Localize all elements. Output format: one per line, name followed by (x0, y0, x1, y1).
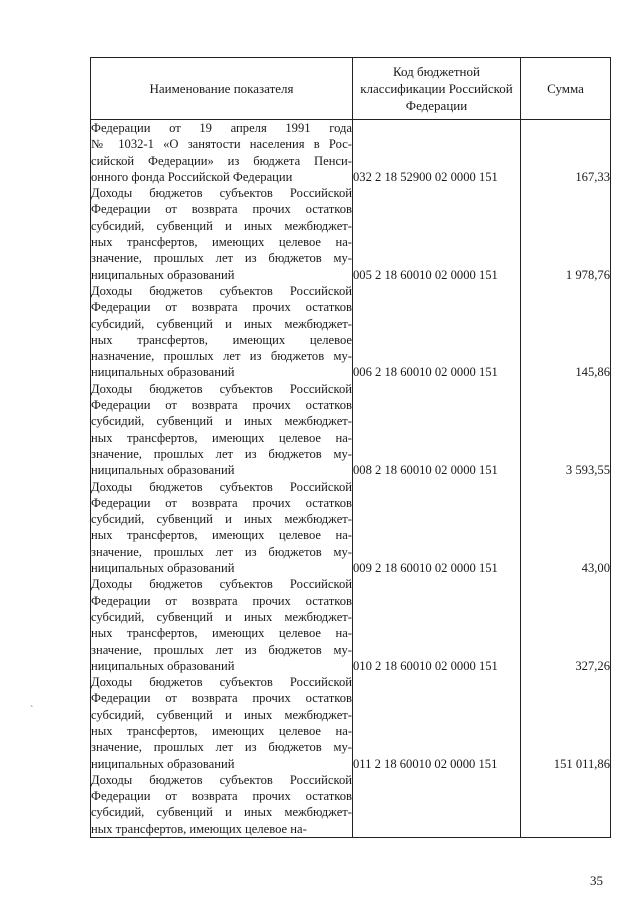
table-row (91, 185, 611, 283)
scan-mark: ˋ (30, 705, 34, 716)
indicator-name-line: назначение, прошлых лет из бюджетов му- (91, 349, 352, 364)
sum-cell (521, 772, 611, 838)
table-header-row (91, 58, 611, 120)
indicator-name-cell (91, 479, 353, 577)
indicator-name-line: значение, прошлых лет из бюджетов му- (91, 251, 352, 266)
sum-cell: 151 011,86 (521, 674, 611, 772)
indicator-name-cell (91, 576, 353, 674)
indicator-name-line: ниципальных образований (91, 463, 235, 478)
budget-code-cell: 005 2 18 60010 02 0000 151 (353, 185, 521, 283)
indicator-name-line: Доходы бюджетов субъектов Российской (91, 283, 352, 298)
indicator-name-line: Федерации от возврата прочих остатков (91, 593, 352, 608)
indicator-name-line: субсидий, субвенций и иных межбюджет- (91, 707, 352, 722)
indicator-name-line: Федерации от возврата прочих остатков (91, 398, 352, 413)
budget-table (90, 57, 611, 838)
budget-code-cell: 032 2 18 52900 02 0000 151 (353, 120, 521, 186)
indicator-name-line: Доходы бюджетов субъектов Российской (91, 577, 352, 592)
indicator-name-line: субсидий, субвенций и иных межбюджет- (91, 414, 352, 429)
indicator-name-line: ниципальных образований (91, 365, 235, 380)
header-indicator-name: Наименование показателя (91, 58, 353, 120)
indicator-name-cell (91, 674, 353, 772)
indicator-name-line: Федерации от возврата прочих остатков (91, 691, 352, 706)
indicator-name-line: Доходы бюджетов субъектов Российской (91, 675, 352, 690)
indicator-name-line: ных трансфертов, имеющих целевое на- (91, 821, 307, 836)
indicator-name-line: Федерации от возврата прочих остатков (91, 495, 352, 510)
indicator-name-line: сийской Федерации» из бюджета Пенси- (91, 153, 352, 168)
indicator-name-line: ных трансфертов, имеющих целевое на- (91, 626, 352, 641)
table-row (91, 576, 611, 674)
indicator-name-line: ниципальных образований (91, 658, 235, 673)
indicator-name-cell (91, 283, 353, 381)
indicator-name-line: значение, прошлых лет из бюджетов му- (91, 740, 352, 755)
indicator-name-line: ных трансфертов, имеющих целевое на- (91, 235, 352, 250)
indicator-name-line: Доходы бюджетов субъектов Российской (91, 186, 352, 201)
indicator-name-line: субсидий, субвенций и иных межбюджет- (91, 805, 352, 820)
indicator-name-line: значение, прошлых лет из бюджетов му- (91, 642, 352, 657)
indicator-name-cell (91, 772, 353, 838)
header-sum: Сумма (521, 58, 611, 120)
sum-cell: 167,33 (521, 120, 611, 186)
budget-code-cell (353, 772, 521, 838)
table-row (91, 283, 611, 381)
sum-cell: 327,26 (521, 576, 611, 674)
indicator-name-line: ниципальных образований (91, 561, 235, 576)
indicator-name-line: онного фонда Российской Федерации (91, 169, 293, 184)
budget-code-cell: 009 2 18 60010 02 0000 151 (353, 479, 521, 577)
indicator-name-line: Федерации от возврата прочих остатков (91, 202, 352, 217)
indicator-name-line: значение, прошлых лет из бюджетов му- (91, 544, 352, 559)
indicator-name-line: значение, прошлых лет из бюджетов му- (91, 446, 352, 461)
indicator-name-line: субсидий, субвенций и иных межбюджет- (91, 316, 352, 331)
indicator-name-line: ных трансфертов, имеющих целевое на- (91, 430, 352, 445)
indicator-name-line: ных трансфертов, имеющих целевое на- (91, 528, 352, 543)
indicator-name-line: субсидий, субвенций и иных межбюджет- (91, 512, 352, 527)
indicator-name-line: Доходы бюджетов субъектов Российской (91, 479, 352, 494)
indicator-name-cell (91, 120, 353, 186)
table-row (91, 674, 611, 772)
page-number: 35 (590, 873, 603, 888)
table-row (91, 381, 611, 479)
indicator-name-line: ниципальных образований (91, 756, 235, 771)
indicator-name-line: ниципальных образований (91, 267, 235, 282)
indicator-name-line: Доходы бюджетов субъектов Российской (91, 381, 352, 396)
indicator-name-line: Федерации от 19 апреля 1991 года (91, 121, 352, 135)
indicator-name-line: ных трансфертов, имеющих целевое (91, 332, 352, 347)
budget-code-cell: 008 2 18 60010 02 0000 151 (353, 381, 521, 479)
sum-cell: 145,86 (521, 283, 611, 381)
table-row (91, 479, 611, 577)
sum-cell: 43,00 (521, 479, 611, 577)
budget-code-cell: 011 2 18 60010 02 0000 151 (353, 674, 521, 772)
indicator-name-line: № 1032-1 «О занятости населения в Рос- (91, 137, 352, 152)
table-row (91, 120, 611, 186)
sum-cell: 1 978,76 (521, 185, 611, 283)
indicator-name-cell (91, 185, 353, 283)
header-budget-code: Код бюджетной классификации Российской Федерации (353, 58, 521, 120)
indicator-name-line: Доходы бюджетов субъектов Российской (91, 772, 352, 787)
indicator-name-line: ных трансфертов, имеющих целевое на- (91, 723, 352, 738)
indicator-name-line: Федерации от возврата прочих остатков (91, 300, 352, 315)
budget-code-cell: 006 2 18 60010 02 0000 151 (353, 283, 521, 381)
table-body (91, 120, 611, 838)
indicator-name-line: Федерации от возврата прочих остатков (91, 789, 352, 804)
table-row (91, 772, 611, 838)
indicator-name-cell (91, 381, 353, 479)
indicator-name-line: субсидий, субвенций и иных межбюджет- (91, 218, 352, 233)
sum-cell: 3 593,55 (521, 381, 611, 479)
indicator-name-line: субсидий, субвенций и иных межбюджет- (91, 609, 352, 624)
budget-code-cell: 010 2 18 60010 02 0000 151 (353, 576, 521, 674)
